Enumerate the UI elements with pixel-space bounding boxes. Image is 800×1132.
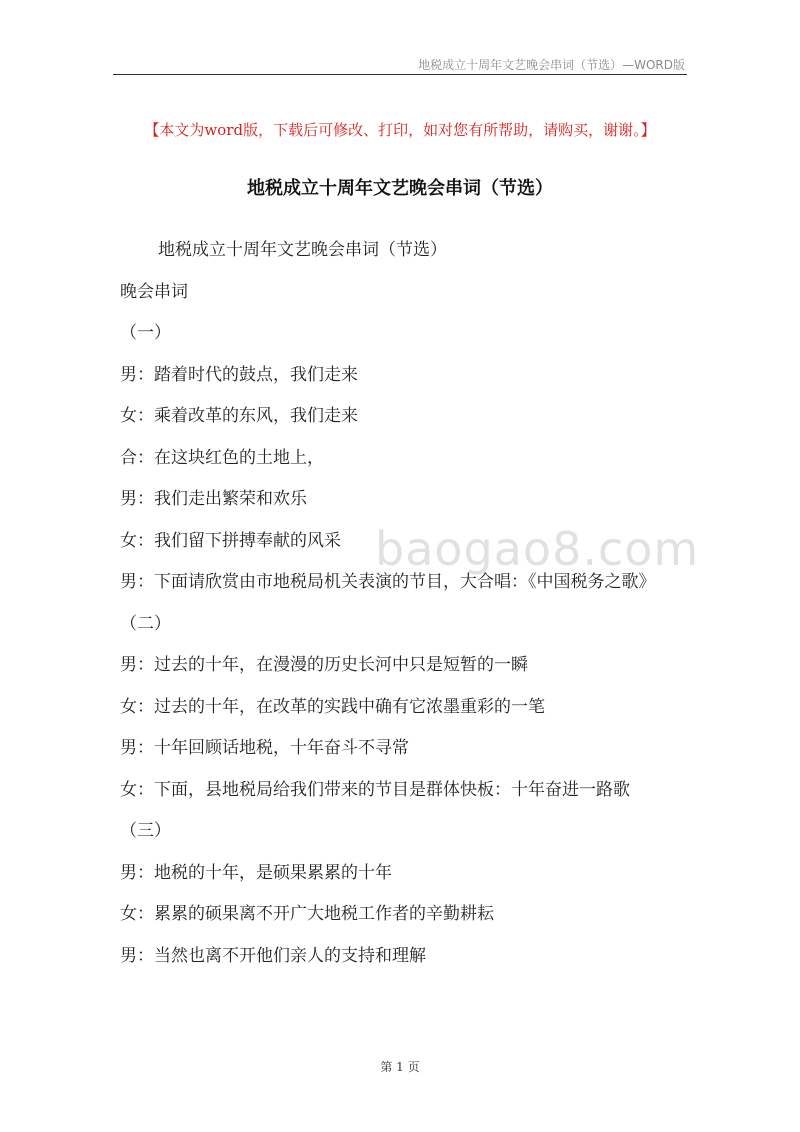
- document-body: [120, 230, 690, 977]
- body-line: 男：当然也离不开他们亲人的支持和理解: [120, 945, 426, 966]
- body-line-subtitle: 地税成立十周年文艺晚会串词（节选）: [158, 240, 447, 260]
- body-line: 女：累累的硕果离不开广大地税工作者的辛勤耕耘: [120, 904, 494, 924]
- body-line: 女：下面，县地税局给我们带来的节目是群体快板：十年奋进一路歌: [120, 779, 630, 800]
- body-line: 男：过去的十年，在漫漫的历史长河中只是短暂的一瞬: [120, 655, 528, 675]
- body-line: 合：在这块红色的土地上，: [120, 447, 324, 468]
- section-marker: （二）: [120, 613, 171, 634]
- body-line: 男：地税的十年，是硕果累累的十年: [120, 862, 392, 883]
- body-line: 女：乘着改革的东风，我们走来: [120, 406, 358, 426]
- page-number: 第 1 页: [380, 1060, 420, 1074]
- document-title: 地税成立十周年文艺晚会串词（节选）: [247, 178, 553, 199]
- body-line: 女：我们留下拼搏奉献的风采: [120, 530, 341, 551]
- header-divider: [113, 74, 687, 75]
- section-marker: （三）: [120, 821, 171, 841]
- body-line: 晚会串词: [120, 281, 188, 302]
- body-line: 男：下面请欣赏由市地税局机关表演的节目，大合唱：《中国税务之歌》: [120, 572, 656, 592]
- watermark-text: baogao8.com: [375, 522, 700, 576]
- section-marker: （一）: [120, 323, 171, 343]
- body-line: 男：我们走出繁荣和欢乐: [120, 489, 307, 509]
- body-line: 男：十年回顾话地税，十年奋斗不寻常: [120, 738, 409, 758]
- body-line: 男：踏着时代的鼓点，我们走来: [120, 364, 358, 385]
- running-header: 地税成立十周年文艺晚会串词（节选）—WORD版: [418, 58, 685, 72]
- body-line: 女：过去的十年，在改革的实践中确有它浓墨重彩的一笔: [120, 696, 545, 717]
- download-notice: 【本文为word版，下载后可修改、打印，如对您有所帮助，请购买，谢谢。】: [144, 121, 656, 139]
